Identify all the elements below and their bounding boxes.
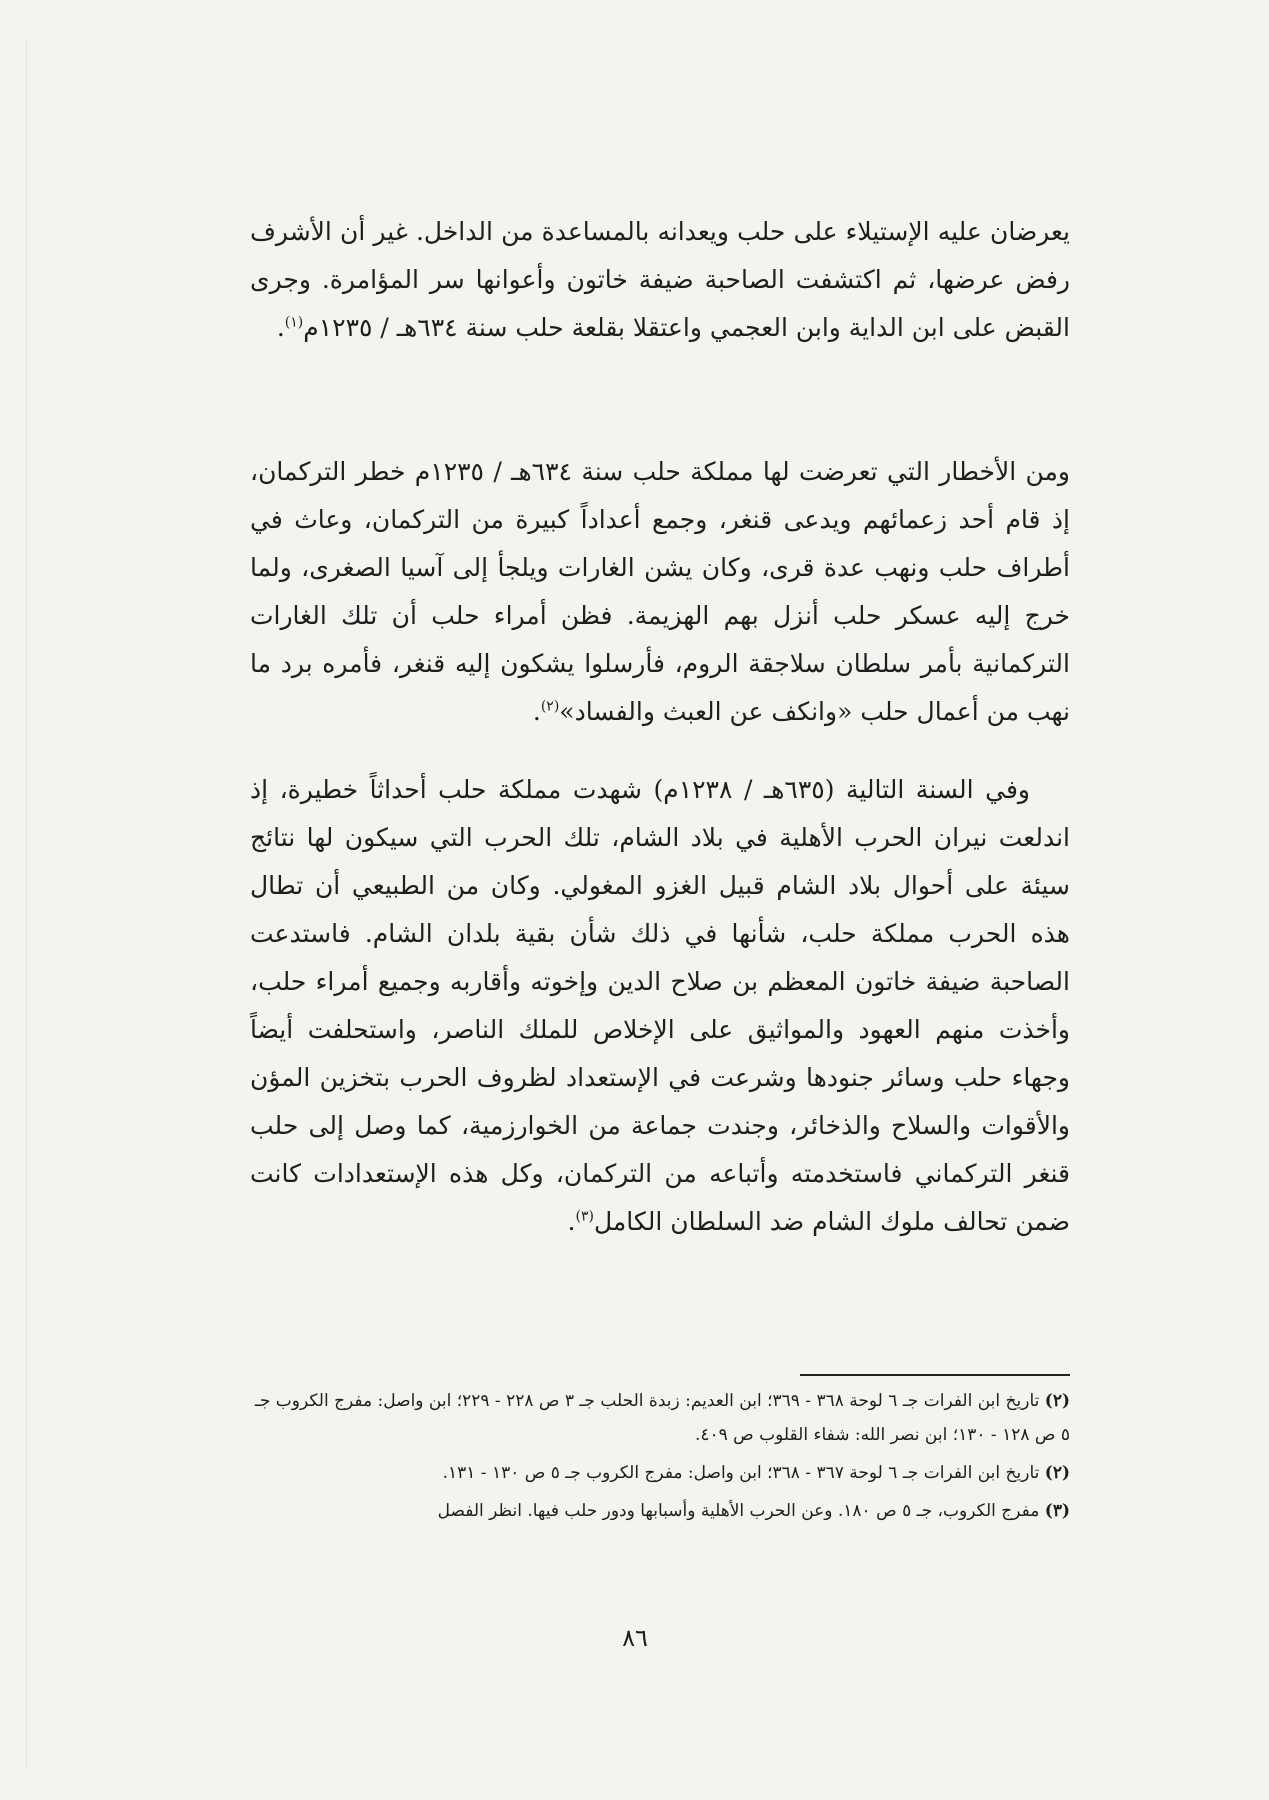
footnote-1-text: تاريخ ابن الفرات جـ ٦ لوحة ٣٦٨ - ٣٦٩؛ ابن العديم: زبدة الحلب جـ ٣ ص ٢٢٨ - ٢٢٩؛ ابن واصل: مفرج الكروب جـ ٥ ص ١٢٨ - ١٣٠؛ ابن نصر الله: شفاء القلوب ص ٤٠٩. — [254, 1391, 1070, 1445]
paragraph-3-end: . — [567, 1207, 576, 1236]
paragraph-2-text: ومن الأخطار التي تعرضت لها مملكة حلب سنة ٦٣٤هـ / ١٢٣٥م خطر التركمان، إذ قام أحد زعمائهم ويدعى قنغر، وجمع أعداداً كبيرة من التركمان، وعاث في أطراف حلب ونهب عدة قرى، وكان يشن الغارات ويلجأ إلى آسيا الصغرى، ولما خرج إليه عسكر حلب أنزل بهم الهزيمة. فظن أمراء حلب أن تلك الغارات التركمانية بأمر سلطان سلاجقة الروم، فأرسلوا يشكون إليه قنغر، فأمره برد ما نهب من أعمال حلب «وانكف عن العبث والفساد» — [250, 457, 1071, 726]
paragraph-1-text: يعرضان عليه الإستيلاء على حلب ويعدانه بالمساعدة من الداخل. غير أن الأشرف رفض عرضها، ثم اكتشفت الصاحبة ضيفة خاتون وأعوانها سر المؤامرة. وجرى القبض على ابن الداية وابن العجمي واعتقلا بقلعة حلب سنة ٦٣٤هـ / ١٢٣٥م — [250, 217, 1070, 342]
footnote-1-mark: (٢) — [1044, 1391, 1070, 1411]
paragraph-2 — [250, 448, 1070, 736]
paragraph-1 — [250, 208, 1070, 352]
footnote-3 — [250, 1494, 1070, 1528]
footnote-3-mark: (٣) — [1044, 1501, 1070, 1521]
paragraph-1-end: . — [276, 313, 285, 342]
footnotes — [250, 1384, 1070, 1532]
page-number: ٨٦ — [622, 1624, 648, 1652]
paragraph-2-end: . — [532, 697, 541, 726]
footnote-separator — [800, 1374, 1070, 1376]
paragraph-3-text: وفي السنة التالية (٦٣٥هـ / ١٢٣٨م) شهدت مملكة حلب أحداثاً خطيرة، إذ اندلعت نيران الحرب الأهلية في بلاد الشام، تلك الحرب التي سيكون لها نتائج سيئة على أحوال بلاد الشام قبيل الغزو المغولي. وكان من الطبيعي أن تطال هذه الحرب مملكة حلب، شأنها في ذلك شأن بقية بلدان الشام. فاستدعت الصاحبة ضيفة خاتون المعظم بن صلاح الدين وإخوته وأقاربه وجميع أمراء حلب، وأخذت منهم العهود والمواثيق على الإخلاص للملك الناصر، واستحلفت أيضاً وجهاء حلب وسائر جنودها وشرعت في الإستعداد لظروف الحرب بتخزين المؤن والأقوات والسلاح والذخائر، وجندت جماعة من الخوارزمية، كما وصل إلى حلب قنغر التركماني فاستخدمته وأتباعه من التركمان، وكل هذه الإستعدادات كانت ضمن تحالف ملوك الشام ضد السلطان الكامل — [250, 775, 1070, 1236]
footnote-ref-1: (١) — [284, 314, 304, 331]
footnote-ref-3: (٣) — [575, 1208, 594, 1225]
footnote-3-text: مفرج الكروب، جـ ٥ ص ١٨٠. وعن الحرب الأهلية وأسبابها ودور حلب فيها. انظر الفصل — [437, 1501, 1040, 1521]
footnote-2-mark: (٢) — [1044, 1463, 1070, 1483]
footnote-ref-2: (٢) — [540, 698, 560, 715]
page-edge-line — [26, 40, 27, 1770]
footnote-2 — [250, 1456, 1070, 1490]
footnote-2-text: تاريخ ابن الفرات جـ ٦ لوحة ٣٦٧ - ٣٦٨؛ ابن واصل: مفرج الكروب جـ ٥ ص ١٣٠ - ١٣١. — [442, 1463, 1040, 1483]
footnote-1 — [250, 1384, 1070, 1452]
paragraph-3 — [250, 766, 1070, 1246]
